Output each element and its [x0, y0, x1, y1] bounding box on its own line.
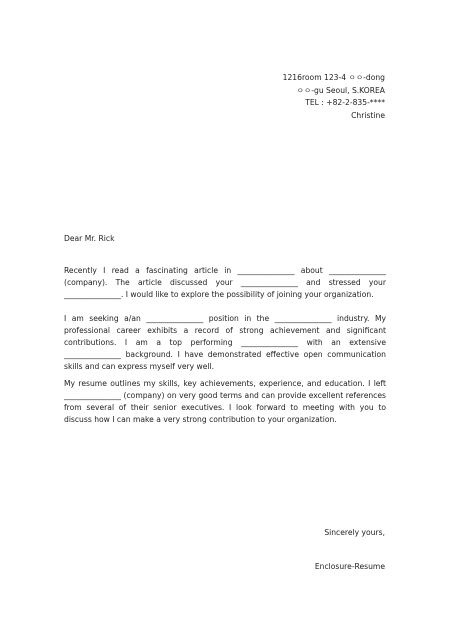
body-paragraph-3: My resume outlines my skills, key achievements, experience, and education. I left _______________ (company) on very good terms and can provide excellent references from several of their senior executives. I look forward to meeting with you to discuss how I can make a very strong contribution to your organization.: [64, 379, 386, 424]
body-paragraph-2: I am seeking a/an _______________ position in the _______________ industry. My professional career exhibits a record of strong achievement and significant contributions. I am a top performing _______________ with an extensive _______________ background. I have demonstrated effective open communication skills and can express myself very well.: [64, 314, 386, 371]
body-paragraph-1: Recently I read a fascinating article in _______________ about _______________ (company). The article discussed your _______________ and stressed your _______________. I would like to explore the possibility of joining your organization.: [64, 266, 386, 299]
salutation: Dear Mr. Rick: [64, 234, 115, 243]
sender-address-block: [283, 72, 385, 122]
address-line-1: 1216room 123-4 ㅇㅇ-dong: [282, 73, 385, 82]
closing-line: Sincerely yours,: [324, 528, 385, 537]
address-line-2: ㅇㅇ-gu Seoul, S.KOREA: [296, 85, 385, 95]
sender-name: Christine: [351, 110, 385, 120]
enclosure-note: Enclosure-Resume: [314, 562, 385, 571]
phone-line: TEL : +82-2-835-****: [305, 98, 385, 107]
